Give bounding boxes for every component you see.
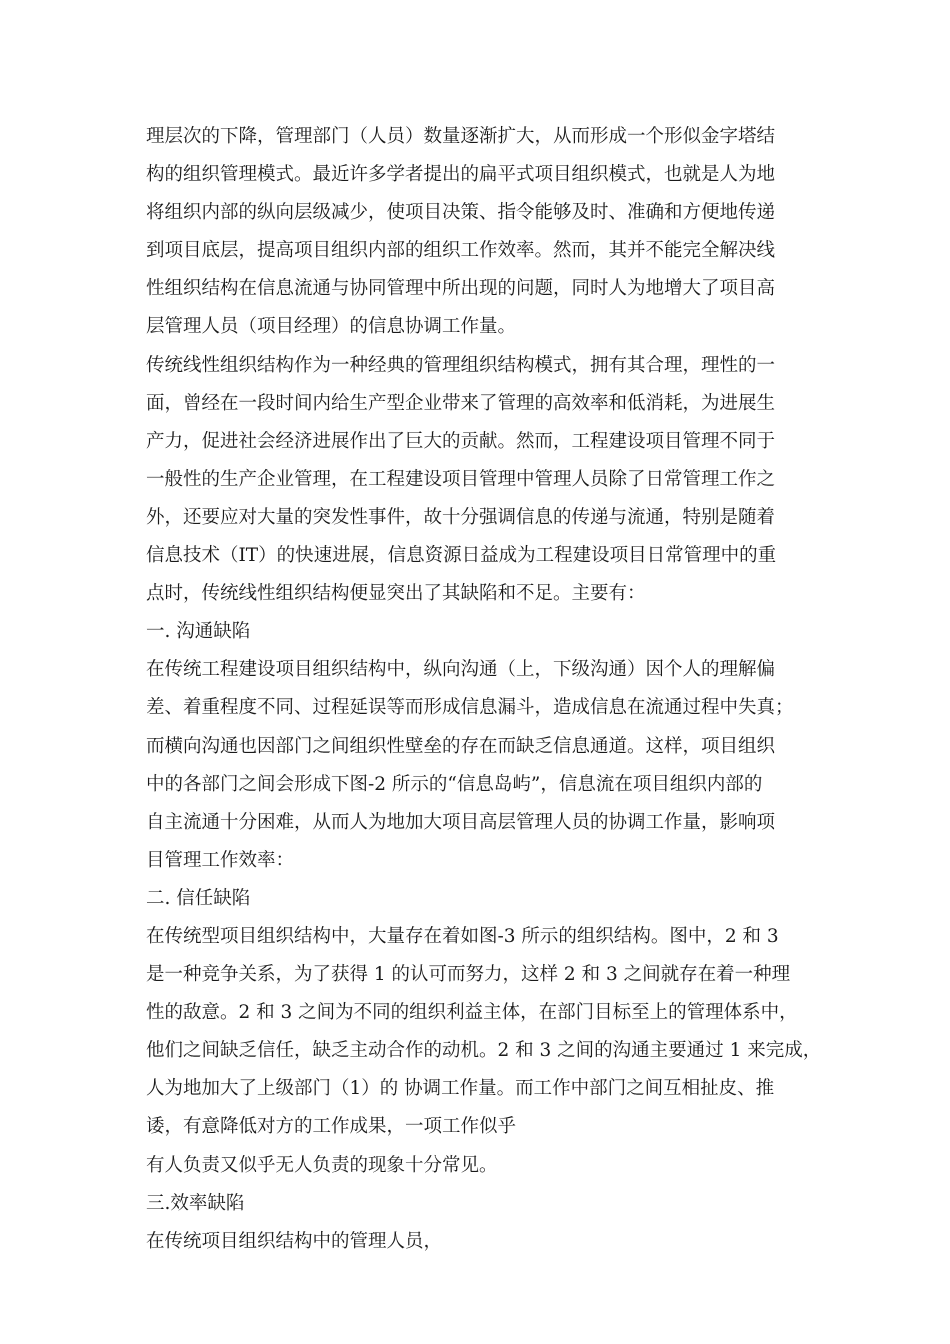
text-line: 他们之间缺乏信任，缺乏主动合作的动机。2 和 3 之间的沟通主要通过 1 来完成， bbox=[146, 1040, 822, 1062]
text-line: 而横向沟通也因部门之间组织性壁垒的存在而缺乏信息通道。这样，项目组织 bbox=[146, 735, 776, 757]
text-line: 到项目底层，提高项目组织内部的组织工作效率。然而，其并不能完全解决线 bbox=[146, 240, 776, 262]
text-line: 性的敌意。2 和 3 之间为不同的组织利益主体，在部门目标至上的管理体系中， bbox=[146, 1002, 798, 1024]
text-line: 中的各部门之间会形成下图-2 所示的“信息岛屿”，信息流在项目组织内部的 bbox=[146, 773, 763, 795]
text-line: 产力，促进社会经济进展作出了巨大的贡献。然而，工程建设项目管理不同于 bbox=[146, 430, 776, 452]
text-line: 在传统型项目组织结构中，大量存在着如图-3 所示的组织结构。图中，2 和 3 bbox=[146, 925, 779, 947]
text-line: 在传统工程建设项目组织结构中，纵向沟通（上，下级沟通）因个人的理解偏 bbox=[146, 659, 776, 681]
text-line: 一般性的生产企业管理，在工程建设项目管理中管理人员除了日常管理工作之 bbox=[146, 468, 776, 490]
text-line: 点时，传统线性组织结构便显突出了其缺陷和不足。主要有： bbox=[146, 583, 646, 605]
text-line: 传统线性组织结构作为一种经典的管理组织结构模式，拥有其合理，理性的一 bbox=[146, 354, 776, 376]
section-heading-communication: 一. 沟通缺陷 bbox=[146, 621, 251, 643]
text-line: 将组织内部的纵向层级减少，使项目决策、指令能够及时、准确和方便地传递 bbox=[146, 202, 776, 224]
section-heading-trust: 二. 信任缺陷 bbox=[146, 887, 251, 909]
body-text bbox=[146, 118, 832, 1261]
text-line: 层管理人员（项目经理）的信息协调工作量。 bbox=[146, 316, 517, 338]
section-heading-efficiency: 三.效率缺陷 bbox=[146, 1192, 245, 1214]
text-line: 诿，有意降低对方的工作成果，一项工作似乎 bbox=[146, 1116, 517, 1138]
text-line: 性组织结构在信息流通与协同管理中所出现的问题，同时人为地增大了项目高 bbox=[146, 278, 776, 300]
text-line: 面，曾经在一段时间内给生产型企业带来了管理的高效率和低消耗，为进展生 bbox=[146, 392, 776, 414]
text-line: 理层次的下降，管理部门（人员）数量逐渐扩大，从而形成一个形似金字塔结 bbox=[146, 126, 776, 147]
text-line: 目管理工作效率： bbox=[146, 849, 295, 871]
text-line: 差、着重程度不同、过程延误等而形成信息漏斗，造成信息在流通过程中失真； bbox=[146, 697, 794, 719]
text-line: 自主流通十分困难，从而人为地加大项目高层管理人员的协调工作量，影响项 bbox=[146, 811, 776, 833]
text-line: 有人负责又似乎无人负责的现象十分常见。 bbox=[146, 1154, 498, 1176]
text-line: 信息技术（IT）的快速进展，信息资源日益成为工程建设项目日常管理中的重 bbox=[146, 545, 777, 567]
text-line: 是一种竞争关系，为了获得 1 的认可而努力，这样 2 和 3 之间就存在着一种理 bbox=[146, 964, 791, 986]
text-line: 人为地加大了上级部门（1）的 协调工作量。而工作中部门之间互相扯皮、推 bbox=[146, 1078, 775, 1100]
text-line: 外，还要应对大量的突发性事件，故十分强调信息的传递与流通，特别是随着 bbox=[146, 506, 776, 528]
text-line: 构的组织管理模式。最近许多学者提出的扁平式项目组织模式，也就是人为地 bbox=[146, 164, 776, 186]
text-line: 在传统项目组织结构中的管理人员， bbox=[146, 1230, 443, 1252]
